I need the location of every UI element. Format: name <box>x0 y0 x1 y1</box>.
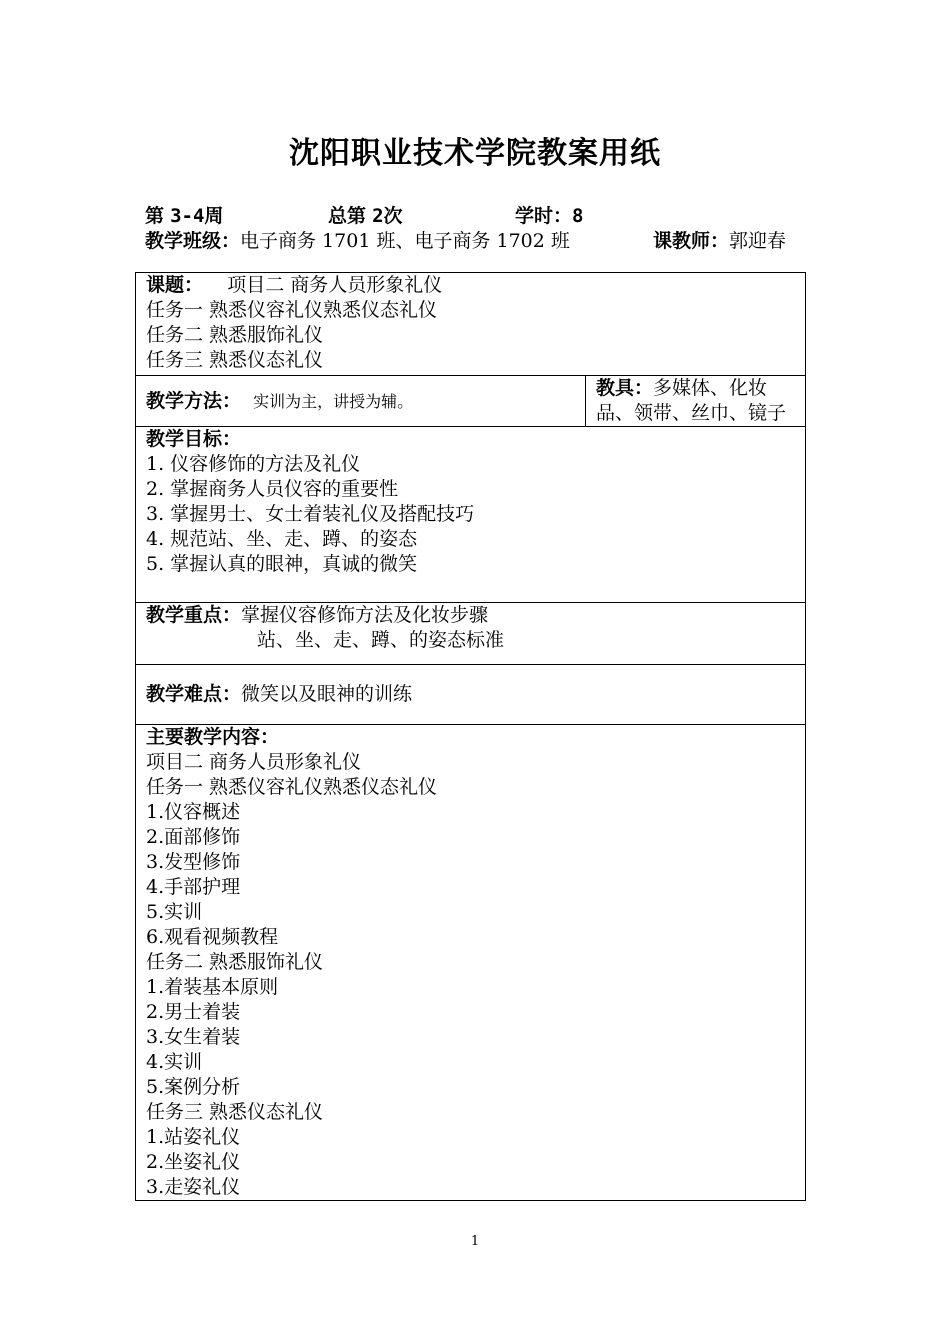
total-value: 2 <box>372 205 384 227</box>
content-line: 3.走姿礼仪 <box>146 1176 241 1198</box>
topic-row <box>136 273 806 376</box>
topic-value: 项目二 商务人员形象礼仪 <box>227 274 443 296</box>
content-line: 项目二 商务人员形象礼仪 <box>146 751 362 773</box>
content-line: 任务三 熟悉仪态礼仪 <box>146 1101 324 1123</box>
key-points-row <box>136 603 806 665</box>
week-label: 第 <box>145 205 165 227</box>
content-line: 4.手部护理 <box>146 876 241 898</box>
content-line: 2.男士着装 <box>146 1001 241 1023</box>
topic-task: 任务一 熟悉仪容礼仪熟悉仪态礼仪 <box>146 299 438 321</box>
class-field <box>145 226 570 253</box>
page-title: 沈阳职业技术学院教案用纸 <box>289 136 661 171</box>
content-line: 2.面部修饰 <box>146 826 241 848</box>
content-line: 1.站姿礼仪 <box>146 1126 241 1148</box>
tools-value: 多媒体、化妆 <box>653 377 768 399</box>
total-label: 总第 <box>328 205 367 227</box>
tools-value-continued: 品、领带、丝巾、镜子 <box>596 402 787 424</box>
method-row <box>136 376 806 427</box>
objective-item: 1. 仪容修饰的方法及礼仪 <box>146 453 361 475</box>
content-line: 3.女生着装 <box>146 1026 241 1048</box>
teacher-label: 课教师： <box>653 230 730 252</box>
key-points-value: 掌握仪容修饰方法及化妆步骤 <box>241 604 489 626</box>
objective-item: 5. 掌握认真的眼神，真诚的微笑 <box>146 553 418 575</box>
hours-value: 8 <box>572 205 584 227</box>
objective-item: 2. 掌握商务人员仪容的重要性 <box>146 478 399 500</box>
hours-label: 学时： <box>515 205 573 227</box>
class-label: 教学班级： <box>145 230 241 252</box>
topic-task: 任务三 熟悉仪态礼仪 <box>146 349 324 371</box>
week-unit: 周 <box>204 205 224 227</box>
content-line: 5.实训 <box>146 901 203 923</box>
total-field <box>328 201 403 228</box>
topic-task: 任务二 熟悉服饰礼仪 <box>146 324 324 346</box>
content-row <box>136 725 806 1201</box>
hours-field <box>515 201 583 228</box>
method-value: 实训为主，讲授为辅。 <box>253 391 414 411</box>
tools-label: 教具： <box>596 377 654 399</box>
class-value: 电子商务 1701 班、电子商务 1702 班 <box>240 230 570 252</box>
content-line: 5.案例分析 <box>146 1076 241 1098</box>
objective-item: 3. 掌握男士、女士着装礼仪及搭配技巧 <box>146 503 475 525</box>
difficulties-value: 微笑以及眼神的训练 <box>241 683 413 705</box>
difficulties-label: 教学难点： <box>146 683 242 705</box>
week-field <box>145 201 223 228</box>
content-line: 任务一 熟悉仪容礼仪熟悉仪态礼仪 <box>146 776 438 798</box>
objectives-row <box>136 427 806 603</box>
content-line: 任务二 熟悉服饰礼仪 <box>146 951 324 973</box>
teacher-value: 郭迎春 <box>729 230 787 252</box>
key-points-value-continued: 站、坐、走、蹲、的姿态标准 <box>257 629 505 651</box>
page-number: 1 <box>470 1234 480 1249</box>
objectives-label: 教学目标： <box>146 428 242 450</box>
content-line: 1.仪容概述 <box>146 801 241 823</box>
content-line: 6.观看视频教程 <box>146 926 279 948</box>
objective-item: 4. 规范站、坐、走、蹲、的姿态 <box>146 528 418 550</box>
content-line: 3.发型修饰 <box>146 851 241 873</box>
lesson-plan-table <box>135 272 806 1201</box>
method-label: 教学方法： <box>146 389 242 412</box>
total-unit: 次 <box>383 205 403 227</box>
content-line: 2.坐姿礼仪 <box>146 1151 241 1173</box>
teacher-field <box>653 226 786 253</box>
key-points-label: 教学重点： <box>146 604 242 626</box>
content-label: 主要教学内容： <box>146 726 280 748</box>
content-line: 1.着装基本原则 <box>146 976 279 998</box>
content-line: 4.实训 <box>146 1051 203 1073</box>
topic-label: 课题： <box>146 274 204 296</box>
difficulties-row <box>136 665 806 725</box>
week-value: 3-4 <box>170 205 205 227</box>
